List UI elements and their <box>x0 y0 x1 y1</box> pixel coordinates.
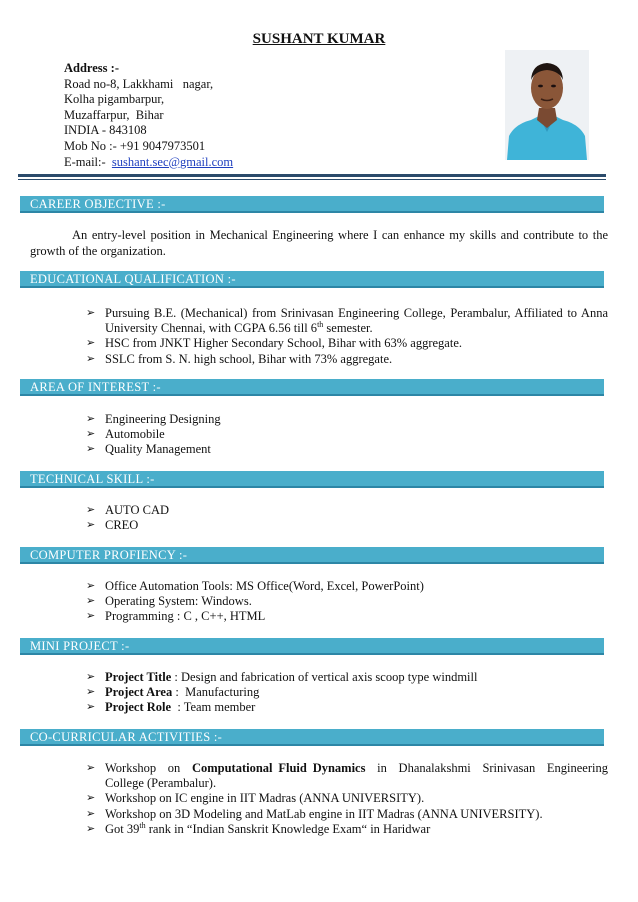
arrow-bullet-icon: ➢ <box>86 686 96 699</box>
section-heading-project: MINI PROJECT :- <box>20 638 604 655</box>
candidate-name: SUSHANT KUMAR <box>252 31 386 47</box>
email-link[interactable]: sushant.sec@gmail.com <box>111 154 234 169</box>
arrow-bullet-icon: ➢ <box>86 671 96 683</box>
list-item: ➢ Quality Management <box>86 442 211 457</box>
cocurricular-list <box>86 761 612 837</box>
arrow-bullet-icon: ➢ <box>86 352 96 365</box>
project-list <box>86 670 477 716</box>
list-item: ➢ Automobile <box>86 427 165 442</box>
arrow-bullet-icon: ➢ <box>86 762 96 774</box>
arrow-bullet-icon: ➢ <box>86 822 96 835</box>
address-line: Road no-8, Lakkhami nagar, <box>64 76 214 91</box>
list-item: ➢ HSC from JNKT Higher Secondary School, Bihar with 63% aggregate. <box>86 336 462 351</box>
section-heading-interest: AREA OF INTEREST :- <box>20 379 604 396</box>
arrow-bullet-icon: ➢ <box>86 337 96 350</box>
list-item: ➢ AUTO CAD <box>86 503 170 517</box>
arrow-bullet-icon: ➢ <box>86 413 96 425</box>
section-heading-education: EDUCATIONAL QUALIFICATION :- <box>20 271 604 288</box>
list-item: ➢ Pursuing B.E. (Mechanical) from Srinivasan Engineering College, Perambalur, Affiliated to Anna University Chennai, with CGPA 6.56 till 6th semester. <box>86 306 608 336</box>
arrow-bullet-icon: ➢ <box>86 792 96 805</box>
header-divider <box>18 174 606 177</box>
list-item: ➢ Engineering Designing <box>86 412 221 426</box>
arrow-bullet-icon: ➢ <box>86 595 96 608</box>
arrow-bullet-icon: ➢ <box>86 701 96 714</box>
list-item: ➢ Project Title : Design and fabrication of vertical axis scoop type windmill <box>86 670 478 684</box>
arrow-bullet-icon: ➢ <box>86 519 96 532</box>
arrow-bullet-icon: ➢ <box>86 807 96 820</box>
address-label: Address :- <box>64 61 119 75</box>
interest-list <box>86 412 221 458</box>
contact-block <box>64 61 233 170</box>
list-item: ➢ Workshop on IC engine in IIT Madras (ANNA UNIVERSITY). <box>86 791 425 806</box>
list-item: ➢ Project Area : Manufacturing <box>86 685 260 700</box>
list-item: ➢ Project Role : Team member <box>86 700 256 715</box>
career-objective-text: An entry-level position in Mechanical Engineering where I can enhance my skills and contribute to the growth of the organization. <box>30 228 608 258</box>
list-item: ➢ CREO <box>86 518 139 533</box>
list-item: ➢ Programming : C , C++, HTML <box>86 609 266 624</box>
list-item: ➢ Workshop on Computational Fluid Dynamics in Dhanalakshmi Srinivasan Engineering College (Perambalur). <box>86 761 612 791</box>
arrow-bullet-icon: ➢ <box>86 580 96 592</box>
section-heading-career-objective: CAREER OBJECTIVE :- <box>20 196 604 213</box>
address-line: Kolha pigambarpur, <box>64 92 165 107</box>
computer-list <box>86 579 424 625</box>
phone-line: Mob No :- +91 9047973501 <box>64 138 206 153</box>
section-heading-technical: TECHNICAL SKILL :- <box>20 471 604 488</box>
arrow-bullet-icon: ➢ <box>86 307 96 319</box>
arrow-bullet-icon: ➢ <box>86 504 96 516</box>
portrait-image <box>505 50 589 160</box>
list-item: ➢ Workshop on 3D Modeling and MatLab engine in IIT Madras (ANNA UNIVERSITY). <box>86 806 543 821</box>
list-item: ➢ Office Automation Tools: MS Office(Word, Excel, PowerPoint) <box>86 579 424 593</box>
list-item: ➢ Operating System: Windows. <box>86 594 252 609</box>
section-heading-cocurricular: CO-CURRICULAR ACTIVITIES :- <box>20 729 604 746</box>
candidate-photo <box>505 50 589 160</box>
email-label: E-mail:- <box>64 154 106 169</box>
arrow-bullet-icon: ➢ <box>86 443 96 456</box>
technical-list <box>86 503 169 533</box>
arrow-bullet-icon: ➢ <box>86 610 96 623</box>
email-line <box>64 155 233 171</box>
address-line: INDIA - 843108 <box>64 123 147 138</box>
list-item: ➢ Got 39th rank in “Indian Sanskrit Knowledge Exam“ in Haridwar <box>86 820 431 836</box>
section-heading-computer: COMPUTER PROFIENCY :- <box>20 547 604 564</box>
list-item: ➢ SSLC from S. N. high school, Bihar with 73% aggregate. <box>86 351 393 366</box>
address-line: Muzaffarpur, Bihar <box>64 107 164 122</box>
header-divider-thin <box>18 179 606 180</box>
education-list <box>86 306 608 367</box>
arrow-bullet-icon: ➢ <box>86 428 96 441</box>
